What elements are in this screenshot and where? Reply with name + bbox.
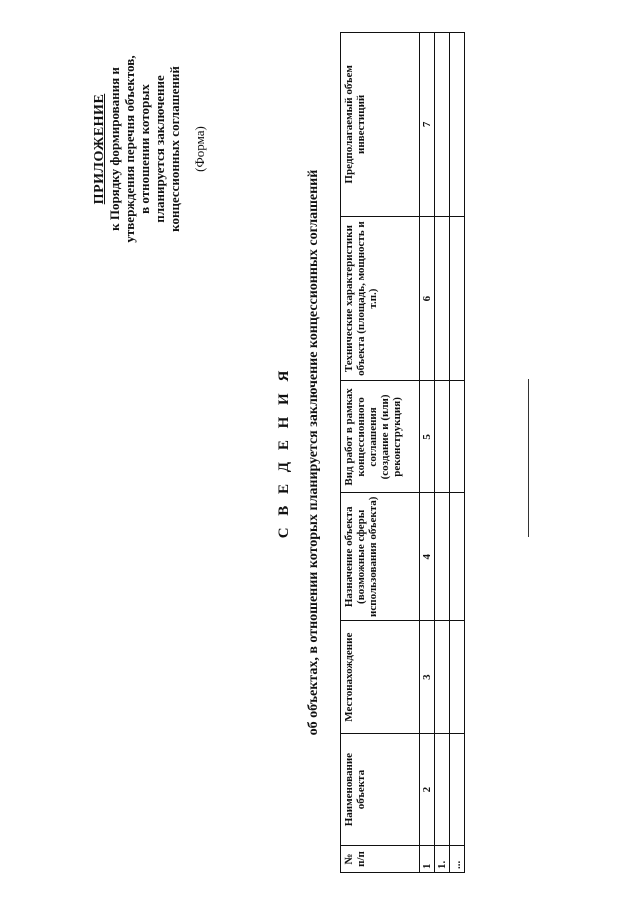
annex-line: планируется заключение xyxy=(152,75,167,223)
column-number: 5 xyxy=(420,381,435,493)
column-header-purpose: Назначение объекта (возможные сферы использования объекта) xyxy=(341,493,420,621)
column-number: 3 xyxy=(420,621,435,734)
table-cell xyxy=(450,216,465,381)
objects-table xyxy=(340,32,465,873)
annex-line: в отношении которых xyxy=(137,84,152,214)
table-cell xyxy=(435,381,450,493)
table-cell xyxy=(435,216,450,381)
table-cell xyxy=(450,381,465,493)
document-title: С В Е Д Е Н И Я xyxy=(276,366,292,539)
table-cell xyxy=(435,33,450,217)
table-cell: ... xyxy=(450,846,465,873)
column-header-specs: Технические характеристики объекта (площадь, мощность и т.п.) xyxy=(341,216,420,381)
table-cell xyxy=(450,621,465,734)
table-row xyxy=(435,33,450,873)
annex-block xyxy=(92,29,207,269)
column-header-number: № п/п xyxy=(341,846,420,873)
column-number: 7 xyxy=(420,33,435,217)
separator-line xyxy=(528,379,529,537)
table-cell xyxy=(435,493,450,621)
table-cell xyxy=(450,493,465,621)
annex-line: концессионных соглашений xyxy=(167,66,182,232)
column-header-work-type: Вид работ в рамках концессионного соглашения (создание и (или) реконструкция) xyxy=(341,381,420,493)
table-cell xyxy=(450,33,465,217)
numbering-row xyxy=(420,33,435,873)
annex-line: к Порядку формирования и xyxy=(107,67,122,231)
column-number: 4 xyxy=(420,493,435,621)
column-number: 2 xyxy=(420,734,435,846)
table-cell xyxy=(450,734,465,846)
column-header-name: Наименование объекта xyxy=(341,734,420,846)
table-cell xyxy=(435,734,450,846)
table-cell: 1. xyxy=(435,846,450,873)
column-number: 6 xyxy=(420,216,435,381)
document-subtitle: об объектах, в отношении которых планируется заключение концессионных соглашений xyxy=(306,169,321,736)
form-note: (Форма) xyxy=(192,126,207,172)
column-header-location: Местонахождение xyxy=(341,621,420,734)
column-number: 1 xyxy=(420,846,435,873)
table-row xyxy=(450,33,465,873)
annex-title: ПРИЛОЖЕНИЕ xyxy=(92,93,107,205)
table-cell xyxy=(435,621,450,734)
column-header-investment: Предполагаемый объем инвестиций xyxy=(341,33,420,217)
header-row xyxy=(341,33,420,873)
annex-line: утверждения перечня объектов, xyxy=(122,55,137,243)
